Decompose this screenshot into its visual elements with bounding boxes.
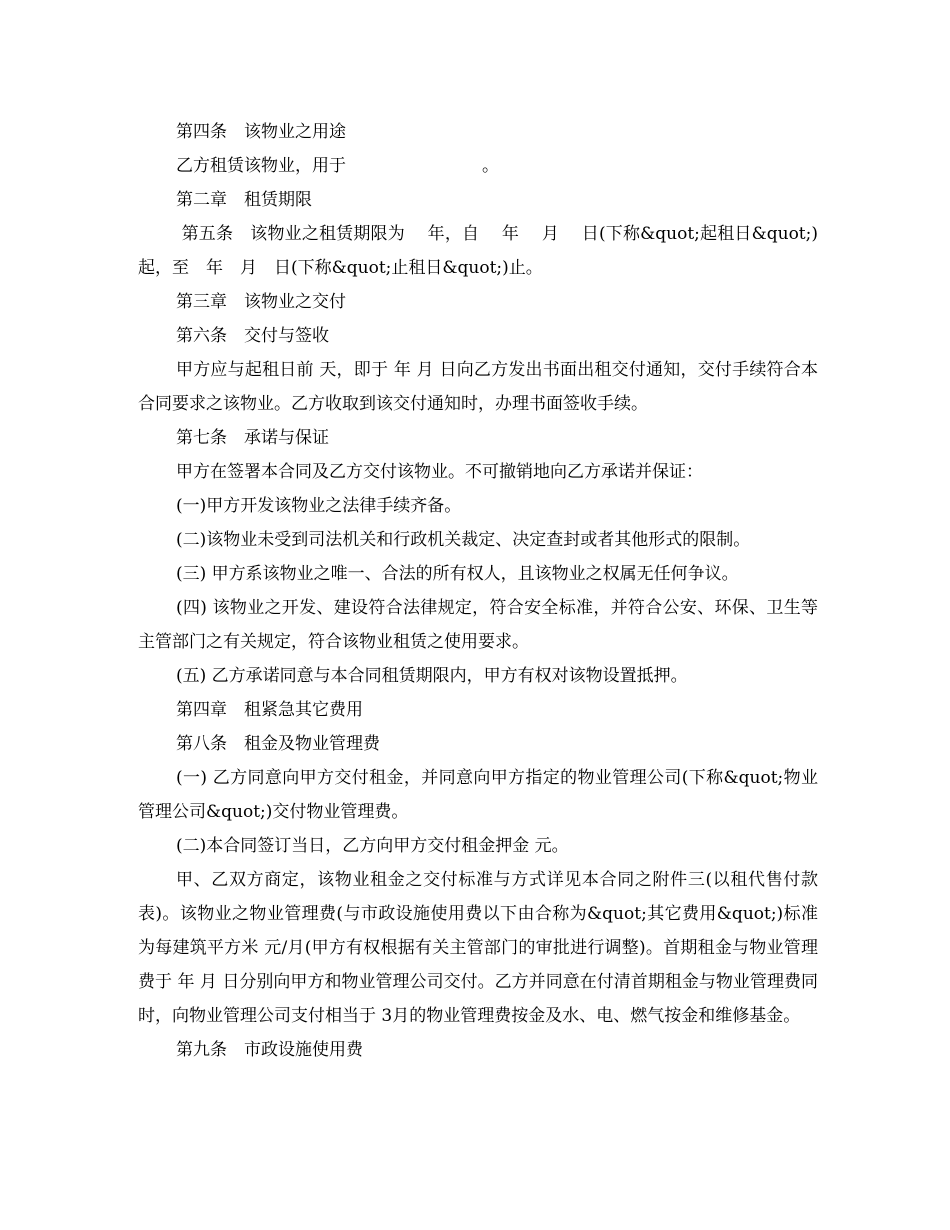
document-body: [138, 115, 818, 1067]
article-7-item-4: (四) 该物业之开发、建设符合法律规定，符合安全标准，并符合公安、环保、卫生等主管部门之有关规定，符合该物业租赁之使用要求。: [138, 598, 818, 652]
article-4-heading: 第四条 该物业之用途: [176, 122, 346, 142]
article-8-heading: 第八条 租金及物业管理费: [176, 734, 380, 754]
article-5-body: 第五条 该物业之租赁期限为 年，自 年 月 日(下称&quot;起租日&quot;)起，至 年 月 日(下称&quot;止租日&quot;)止。: [138, 224, 818, 278]
article-6-heading: 第六条 交付与签收: [176, 326, 329, 346]
article-8-body: 甲、乙双方商定，该物业租金之交付标准与方式详见本合同之附件三(以租代售付款表)。该物业之物业管理费(与市政设施使用费以下由合称为&quot;其它费用&quot;)标准为每建筑平方米 元/月(甲方有权根据有关主管部门的审批进行调整)。首期租金与物业管理费于 年 月 日分别向甲方和物业管理公司交付。乙方并同意在付清首期租金与物业管理费同时，向物业管理公司支付相当于 3月的物业管理费按金及水、电、燃气按金和维修基金。: [138, 870, 818, 1026]
article-8-item-1: (一) 乙方同意向甲方交付租金，并同意向甲方指定的物业管理公司(下称&quot;物业管理公司&quot;)交付物业管理费。: [138, 768, 818, 822]
article-7-heading: 第七条 承诺与保证: [176, 428, 329, 448]
article-7-item-1: (一)甲方开发该物业之法律手续齐备。: [176, 496, 462, 516]
article-7-intro: 甲方在签署本合同及乙方交付该物业。不可撤销地向乙方承诺并保证：: [176, 462, 703, 482]
article-4-body: 乙方租赁该物业，用于 。: [176, 156, 499, 176]
article-7-item-5: (五) 乙方承诺同意与本合同租赁期限内，甲方有权对该物设置抵押。: [176, 666, 688, 686]
article-8-item-2: (二)本合同签订当日，乙方向甲方交付租金押金 元。: [176, 836, 569, 856]
chapter-4-heading: 第四章 租紧急其它费用: [176, 700, 363, 720]
article-6-body: 甲方应与起租日前 天，即于 年 月 日向乙方发出书面出租交付通知，交付手续符合本合同要求之该物业。乙方收取到该交付通知时，办理书面签收手续。: [138, 360, 818, 414]
chapter-3-heading: 第三章 该物业之交付: [176, 292, 346, 312]
article-7-item-3: (三) 甲方系该物业之唯一、合法的所有权人，且该物业之权属无任何争议。: [176, 564, 739, 584]
chapter-2-heading: 第二章 租赁期限: [176, 190, 312, 210]
article-9-heading: 第九条 市政设施使用费: [176, 1040, 363, 1060]
article-7-item-2: (二)该物业未受到司法机关和行政机关裁定、决定查封或者其他形式的限制。: [176, 530, 751, 550]
